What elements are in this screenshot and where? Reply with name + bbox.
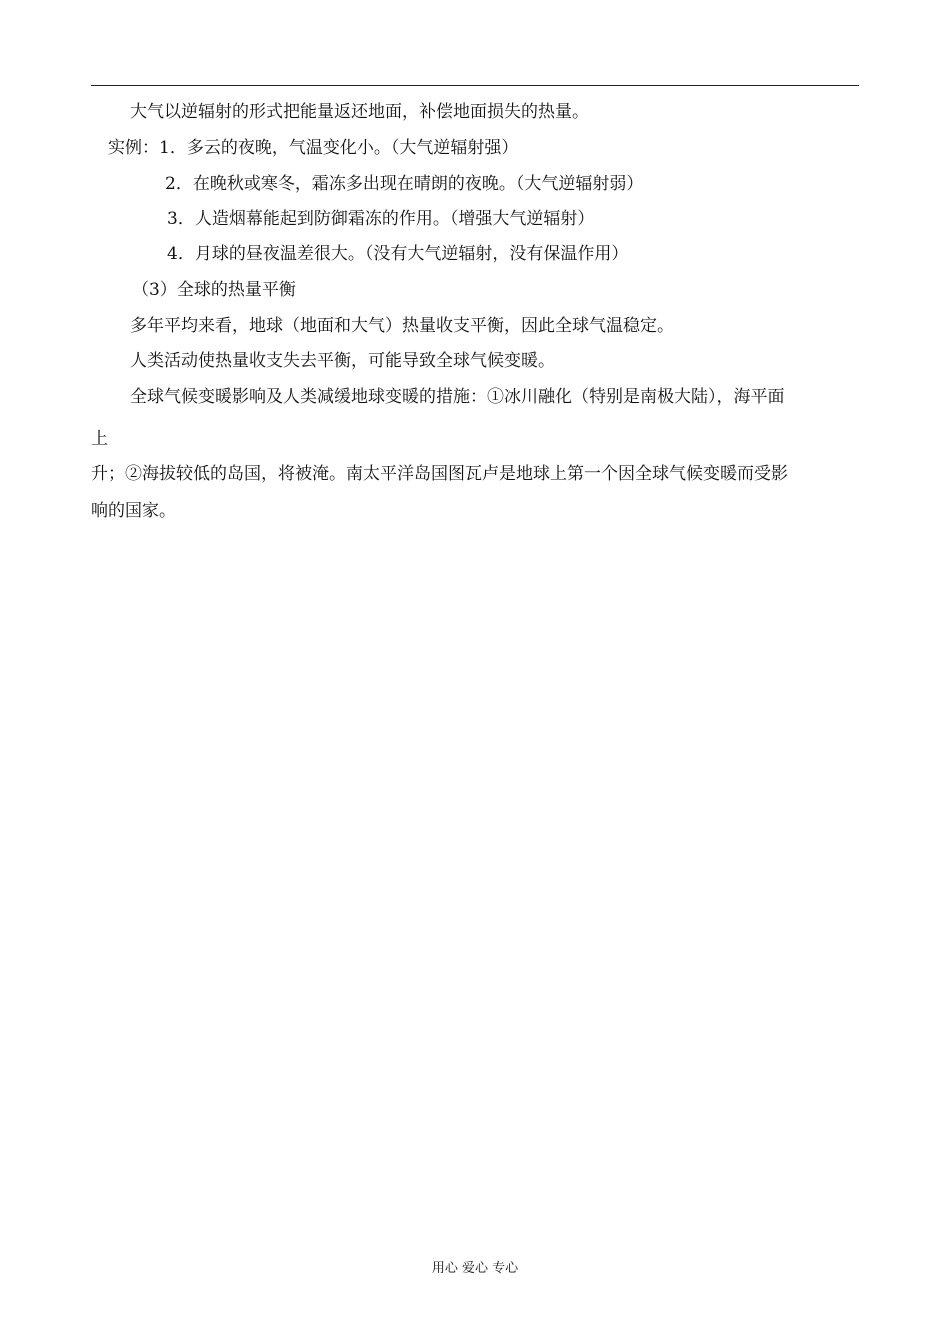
paragraph-heat-balance: 多年平均来看，地球（地面和大气）热量收支平衡，因此全球气温稳定。 bbox=[130, 316, 674, 336]
paragraph-global-warming-line-4: 响的国家。 bbox=[91, 501, 176, 521]
example-1: 1．多云的夜晚，气温变化小。（大气逆辐射强） bbox=[159, 138, 519, 158]
paragraph-human-activity: 人类活动使热量收支失去平衡，可能导致全球气候变暖。 bbox=[130, 351, 555, 371]
paragraph-atmospheric-counter-radiation: 大气以逆辐射的形式把能量返还地面，补偿地面损失的热量。 bbox=[130, 102, 589, 122]
example-prefix: 实例： bbox=[108, 138, 159, 158]
paragraph-global-warming-line-2: 上 bbox=[91, 429, 108, 449]
paragraph-global-warming-line-1: 全球气候变暖影响及人类减缓地球变暖的措施：①冰川融化（特别是南极大陆），海平面 bbox=[130, 387, 785, 407]
section-heading-global-heat-balance: （3）全球的热量平衡 bbox=[132, 280, 296, 300]
paragraph-global-warming-line-3: 升；②海拔较低的岛国，将被淹。南太平洋岛国图瓦卢是地球上第一个因全球气候变暖而受影 bbox=[91, 464, 788, 484]
page-footer: 用心 爱心 专心 bbox=[431, 1261, 519, 1276]
example-1-line bbox=[108, 137, 518, 159]
header-rule bbox=[91, 85, 859, 86]
example-4: 4．月球的昼夜温差很大。（没有大气逆辐射，没有保温作用） bbox=[167, 244, 629, 264]
example-3: 3．人造烟幕能起到防御霜冻的作用。（增强大气逆辐射） bbox=[167, 209, 595, 229]
example-2: 2．在晚秋或寒冬，霜冻多出现在晴朗的夜晚。（大气逆辐射弱） bbox=[165, 174, 644, 194]
